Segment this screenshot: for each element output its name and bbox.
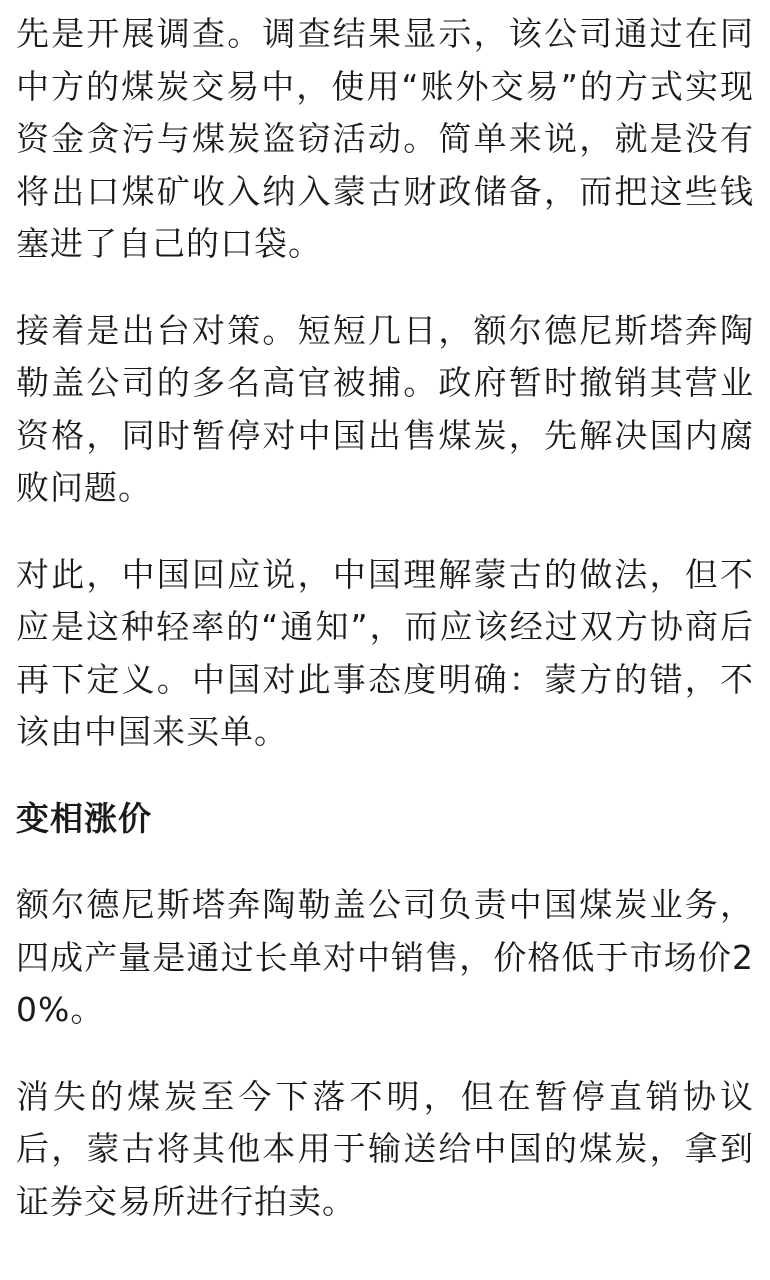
paragraph-china-response: 对此，中国回应说，中国理解蒙古的做法，但不应是这种轻率的“通知”，而应该经过双方协商后再下定义。中国对此事态度明确：蒙方的错，不该由中国来买单。: [16, 554, 754, 751]
paragraph-investigation: 先是开展调查。调查结果显示，该公司通过在同中方的煤炭交易中，使用“账外交易”的方式实现资金贪污与煤炭盗窃活动。简单来说，就是没有将出口煤矿收入纳入蒙古财政储备，而把这些钱塞进了自己的口袋。: [16, 14, 754, 263]
paragraph-missing-coal: 消失的煤炭至今下落不明，但在暂停直销协议后，蒙古将其他本用于输送给中国的煤炭，拿到证券交易所进行拍卖。: [16, 1076, 754, 1221]
paragraph-countermeasures: 接着是出台对策。短短几日，额尔德尼斯塔奔陶勒盖公司的多名高官被捕。政府暂时撤销其营业资格，同时暂停对中国出售煤炭，先解决国内腐败问题。: [16, 310, 754, 507]
paragraph-coal-business: 额尔德尼斯塔奔陶勒盖公司负责中国煤炭业务，四成产量是通过长单对中销售，价格低于市场价20%。: [16, 885, 754, 1029]
section-heading: 变相涨价: [16, 798, 152, 838]
